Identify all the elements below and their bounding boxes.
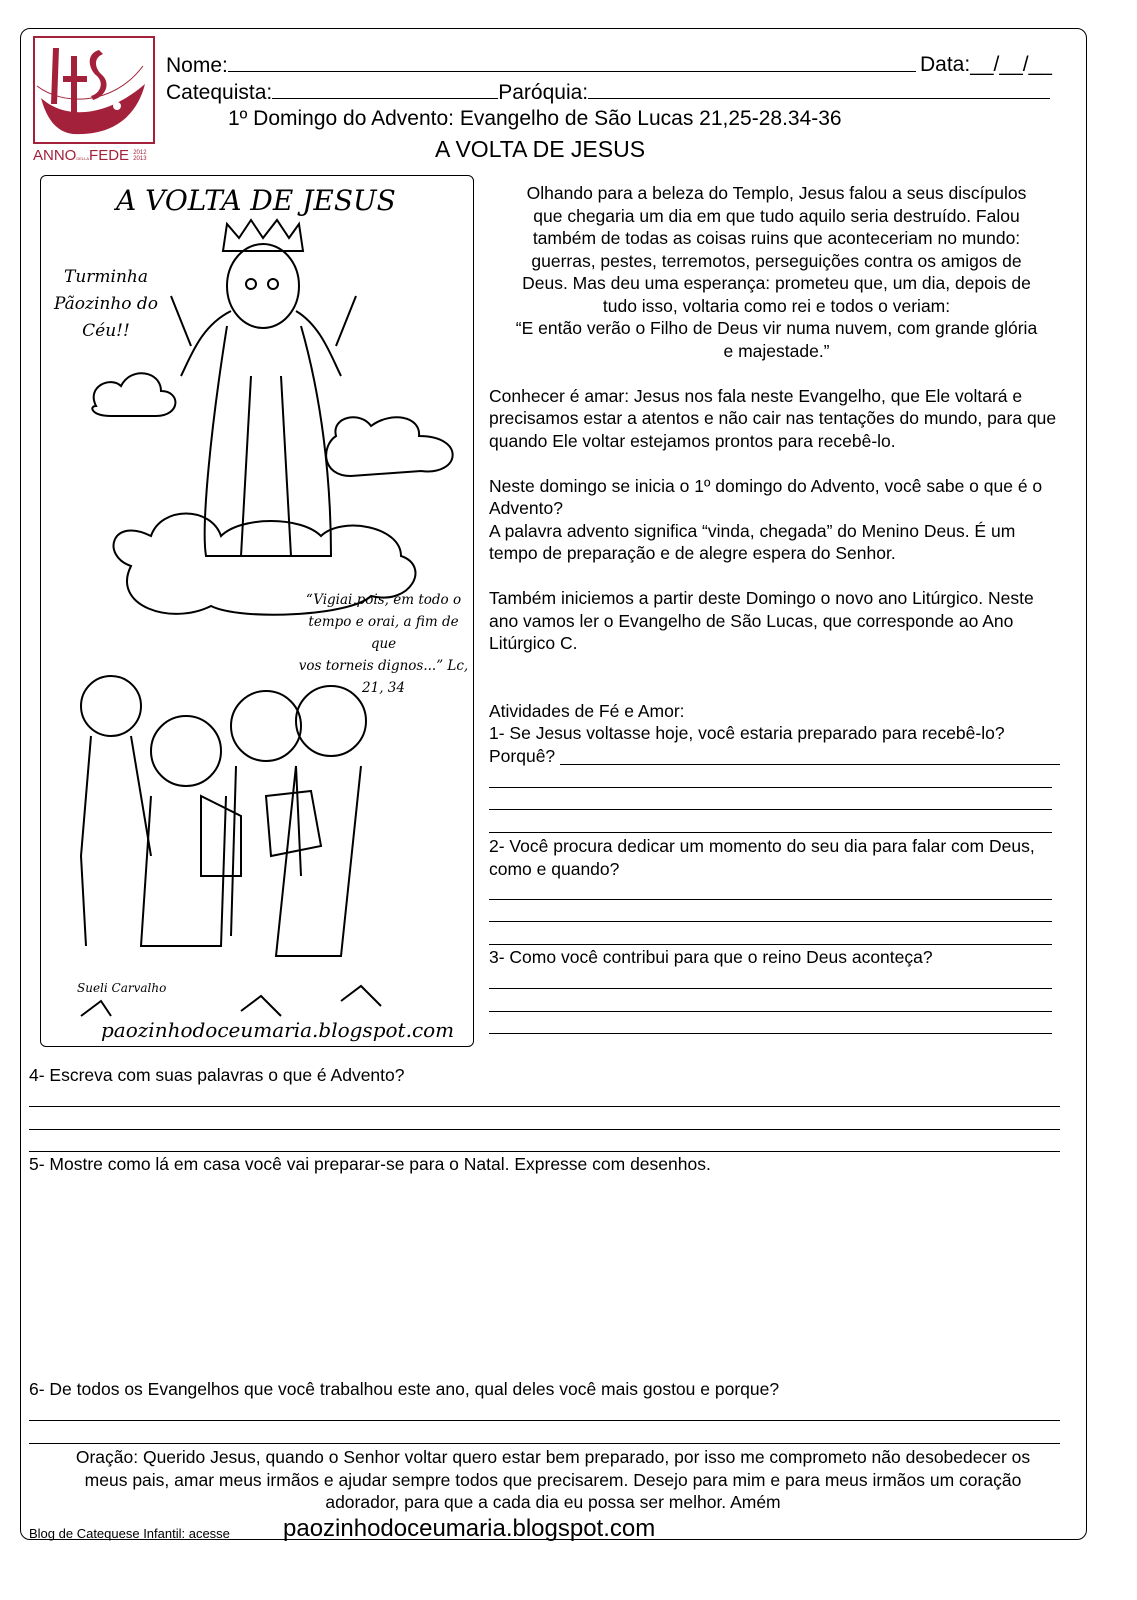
subtitle: 1º Domingo do Advento: Evangelho de São Lucas 21,25-28.34-36: [228, 107, 842, 130]
prayer-line: adorador, para que a cada dia eu possa ser melhor. Amém: [325, 1492, 781, 1512]
question-4: 4- Escreva com suas palavras o que é Advento?: [29, 1065, 405, 1085]
question-1-porque: Porquê?: [489, 745, 556, 766]
answer-line-q1[interactable]: [560, 764, 1060, 765]
prayer: [24, 1446, 1082, 1514]
quote-line: tempo e orai, a fim de que: [308, 614, 459, 652]
illustration-title: A VOLTA DE JESUS: [116, 184, 396, 217]
answer-line-q6[interactable]: [29, 1443, 1060, 1444]
quote-line: “Vigiai,pois, em todo o: [305, 592, 462, 608]
name-field[interactable]: [166, 53, 916, 78]
answer-line-q6[interactable]: [29, 1420, 1060, 1421]
text-line: Olhando para a beleza do Templo, Jesus falou a seus discípulos: [526, 183, 1027, 203]
date-field[interactable]: Data:__/__/__: [920, 53, 1052, 76]
answer-line-q1[interactable]: [489, 809, 1052, 810]
text-line: que chegaria um dia em que tudo aquilo seria destruído. Falou: [533, 205, 1020, 226]
question-1: 1- Se Jesus voltasse hoje, você estaria preparado para recebê-lo?: [489, 723, 1005, 743]
text-line: tudo isso, voltaria como rei e todos o veriam:: [602, 295, 951, 316]
activities-heading: Atividades de Fé e Amor:: [489, 700, 685, 721]
quote-line: vos torneis dignos...” Lc,: [298, 658, 469, 674]
year-of-faith-logo: [33, 36, 155, 166]
page-title: A VOLTA DE JESUS: [435, 136, 646, 162]
parish-line[interactable]: [588, 80, 1050, 99]
catechist-field[interactable]: [166, 80, 1050, 105]
coloring-illustration: [40, 175, 474, 1047]
footer-label: Blog de Catequese Infantil: acesse: [29, 1526, 230, 1541]
logo-della: DELLA: [76, 156, 90, 161]
logo-anno: ANNO: [33, 147, 77, 164]
question-2: 2- Você procura dedicar um momento do seu dia para falar com Deus, como e quando?: [489, 836, 1035, 879]
paragraph-liturgical-year: Também iniciemos a partir deste Domingo o novo ano Litúrgico. Neste ano vamos ler o Evangelho de São Lucas, que corresponde ao Ano Litúrgico C.: [489, 588, 1034, 653]
illustration-site: paozinhodoceumaria.blogspot.com: [101, 1018, 455, 1042]
question-3: 3- Como você contribui para que o reino Deus aconteça?: [489, 947, 933, 967]
text-line: Deus. Mas deu uma esperança: prometeu que, um dia, depois de: [522, 273, 1031, 293]
prayer-line: meus pais, amar meus irmãos e ajudar sempre todos que precisarem. Desejo para mim e para meus irmãos um coração: [84, 1469, 1022, 1490]
answer-line-q1[interactable]: [489, 832, 1052, 833]
question-5: 5- Mostre como lá em casa você vai preparar-se para o Natal. Expresse com desenhos.: [29, 1154, 711, 1174]
catechist-line[interactable]: [272, 80, 498, 99]
name-label: Nome:: [166, 54, 228, 77]
text-line: guerras, pestes, terremotos, perseguições contra os amigos de: [531, 250, 1022, 271]
text-line: e majestade.”: [723, 340, 830, 361]
answer-line-q4[interactable]: [29, 1106, 1060, 1107]
answer-line-q1[interactable]: [489, 787, 1052, 788]
logo-fede: FEDE: [89, 147, 130, 164]
answer-line-q4[interactable]: [29, 1129, 1060, 1130]
quote-line: 21, 34: [362, 680, 405, 696]
paragraph-advent-meaning: A palavra advento significa “vinda, chegada” do Menino Deus. É um tempo de preparação e de alegre espera do Senhor.: [489, 520, 1016, 563]
artist-signature: Sueli Carvalho: [77, 981, 167, 995]
answer-line-q3[interactable]: [489, 988, 1052, 989]
question-6: 6- De todos os Evangelhos que você trabalhou este ano, qual deles você mais gostou e porque?: [29, 1379, 780, 1399]
answer-line-q2[interactable]: [489, 944, 1052, 945]
group-line: Turminha: [63, 267, 148, 287]
answer-line-q3[interactable]: [489, 1011, 1052, 1012]
parish-label: Paróquia:: [498, 81, 589, 104]
bible-quote: [296, 589, 471, 699]
prayer-line: Oração: Querido Jesus, quando o Senhor voltar quero estar bem preparado, por isso me comprometo não desobedecer os: [75, 1447, 1031, 1467]
answer-line-q2[interactable]: [489, 899, 1052, 900]
gospel-summary: [489, 182, 1064, 362]
logo-year-end: 2013: [133, 156, 147, 163]
text-line: também de todas as coisas ruins que aconteceriam no mundo:: [532, 228, 1021, 248]
paragraph-advent-question: Neste domingo se inicia o 1º domingo do Advento, você sabe o que é o Advento?: [489, 475, 1043, 518]
drawing-area[interactable]: [29, 1180, 1060, 1370]
group-line: Céu!!: [82, 321, 130, 341]
text-line: “E então verão o Filho de Deus vir numa nuvem, com grande glória: [515, 318, 1038, 338]
footer-blog-link[interactable]: paozinhodoceumaria.blogspot.com: [283, 1515, 656, 1542]
answer-line-q3[interactable]: [489, 1033, 1052, 1034]
paragraph-knowing: Conhecer é amar: Jesus nos fala neste Evangelho, que Ele voltará e precisamos estar a atentos e não cair nas tentações do mundo, para que quando Ele voltar estejamos prontos para recebê-lo.: [489, 385, 1057, 451]
name-line[interactable]: [228, 53, 916, 72]
answer-line-q4[interactable]: [29, 1151, 1060, 1152]
answer-line-q2[interactable]: [489, 921, 1052, 922]
catechist-label: Catequista:: [166, 81, 273, 104]
gospel-text: [489, 182, 1064, 767]
logo-year-start: 2012: [133, 150, 147, 157]
group-line: Pãozinho do: [53, 294, 159, 314]
